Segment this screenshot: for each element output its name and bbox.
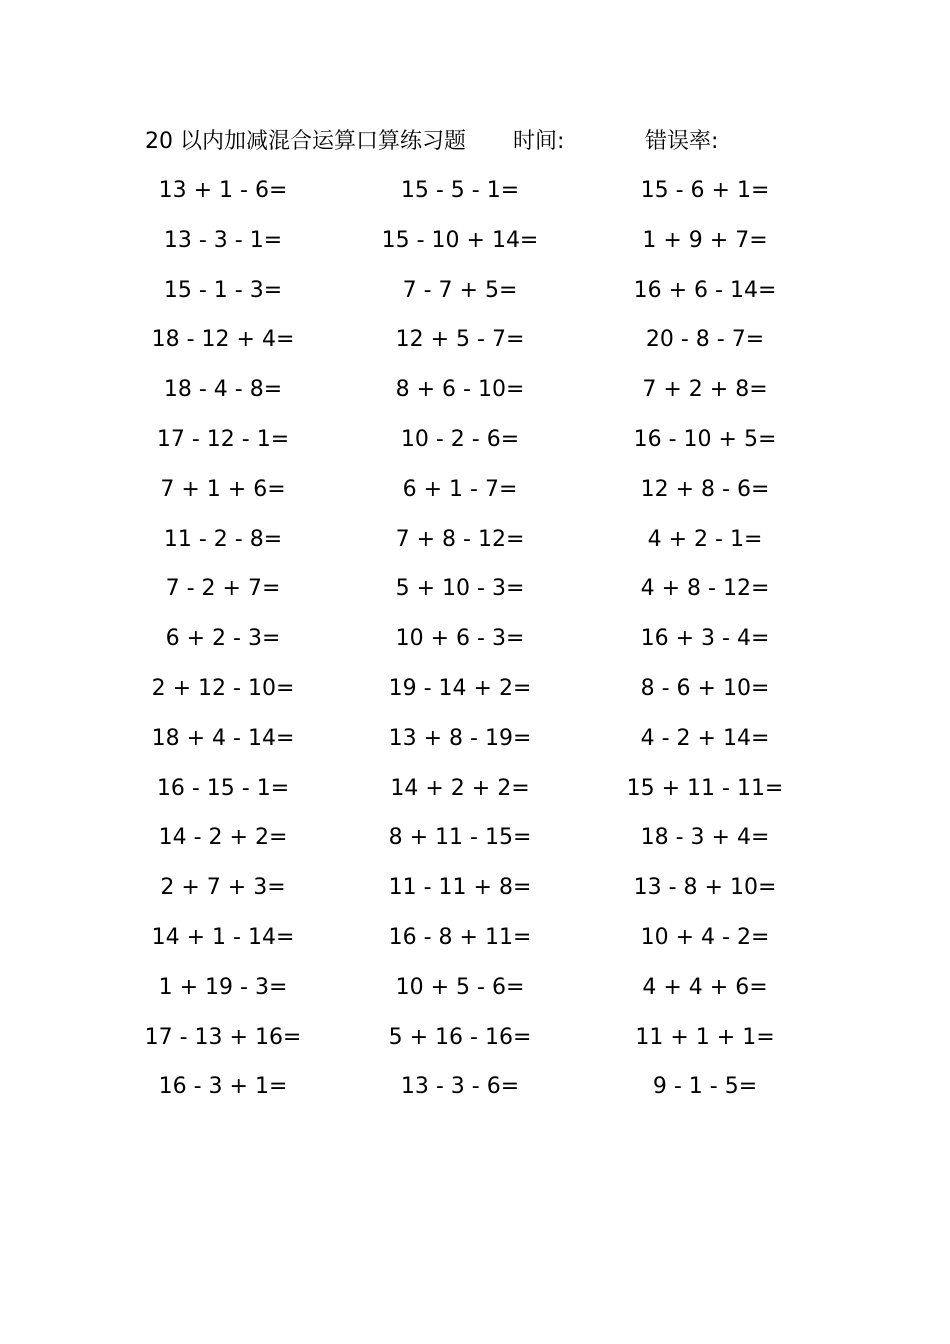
math-problem: 8 + 6 - 10= [395, 377, 525, 403]
problem-row [0, 369, 950, 419]
problem-row [0, 220, 950, 270]
problem-row [0, 1017, 950, 1067]
math-problem: 4 + 2 - 1= [647, 526, 763, 552]
math-problem: 10 + 5 - 6= [395, 974, 525, 1000]
problem-row [0, 917, 950, 967]
worksheet-header [0, 124, 950, 160]
math-problem: 16 + 6 - 14= [633, 277, 777, 303]
math-problem: 2 + 12 - 10= [151, 675, 295, 701]
math-problem: 11 - 11 + 8= [388, 875, 532, 901]
problem-row [0, 768, 950, 818]
math-problem: 18 - 4 - 8= [163, 377, 283, 403]
math-problem: 16 - 8 + 11= [388, 924, 532, 950]
problem-row [0, 718, 950, 768]
problem-row [0, 817, 950, 867]
math-problem: 14 - 2 + 2= [158, 825, 288, 851]
math-problem: 4 + 8 - 12= [640, 576, 770, 602]
math-problem: 15 + 11 - 11= [626, 775, 784, 801]
math-problem: 16 + 3 - 4= [640, 626, 770, 652]
math-problem: 17 - 12 - 1= [156, 426, 290, 452]
math-problem: 4 + 4 + 6= [642, 974, 768, 1000]
time-label: 时间: [513, 129, 565, 154]
math-problem: 13 - 8 + 10= [633, 875, 777, 901]
math-problem: 2 + 7 + 3= [160, 875, 286, 901]
math-problem: 8 + 11 - 15= [388, 825, 532, 851]
problem-row [0, 519, 950, 569]
problem-row [0, 270, 950, 320]
math-problem: 13 + 8 - 19= [388, 725, 532, 751]
math-problem: 18 - 12 + 4= [151, 327, 295, 353]
math-problem: 17 - 13 + 16= [144, 1024, 302, 1050]
problem-row [0, 668, 950, 718]
problem-row [0, 419, 950, 469]
math-problem: 10 + 6 - 3= [395, 626, 525, 652]
math-problem: 4 - 2 + 14= [640, 725, 770, 751]
problem-row [0, 618, 950, 668]
math-problem: 20 - 8 - 7= [645, 327, 765, 353]
math-problem: 13 - 3 - 1= [163, 227, 283, 253]
math-problem: 6 + 2 - 3= [165, 626, 281, 652]
math-problem: 15 - 10 + 14= [381, 227, 539, 253]
math-problem: 13 + 1 - 6= [158, 178, 288, 203]
math-problem: 11 - 2 - 8= [163, 526, 283, 552]
math-problem: 6 + 1 - 7= [402, 476, 518, 502]
math-problem: 9 - 1 - 5= [652, 1074, 758, 1100]
problem-row [0, 967, 950, 1017]
math-problem: 10 - 2 - 6= [400, 426, 520, 452]
problem-row [0, 319, 950, 369]
worksheet-title: 20 以内加减混合运算口算练习题 [145, 129, 466, 154]
math-problem: 11 + 1 + 1= [635, 1024, 775, 1050]
math-problem: 18 + 4 - 14= [151, 725, 295, 751]
math-problem: 16 - 3 + 1= [158, 1074, 288, 1100]
math-problem: 14 + 1 - 14= [151, 924, 295, 950]
math-problem: 13 - 3 - 6= [400, 1074, 520, 1100]
math-problem: 14 + 2 + 2= [390, 775, 530, 801]
math-problem: 15 - 5 - 1= [400, 178, 520, 203]
math-problem: 19 - 14 + 2= [388, 675, 532, 701]
math-problem: 7 - 7 + 5= [402, 277, 518, 303]
math-problem: 15 - 1 - 3= [163, 277, 283, 303]
error-rate-label: 错误率: [645, 129, 719, 154]
problem-row [0, 568, 950, 618]
problem-row [0, 867, 950, 917]
problem-row [0, 1066, 950, 1116]
math-problem: 7 + 2 + 8= [642, 377, 768, 403]
math-problem: 7 - 2 + 7= [165, 576, 281, 602]
problem-row [0, 469, 950, 519]
math-problem: 12 + 8 - 6= [640, 476, 770, 502]
math-problem: 1 + 9 + 7= [642, 227, 768, 253]
math-problem: 10 + 4 - 2= [640, 924, 770, 950]
math-problem: 16 - 10 + 5= [633, 426, 777, 452]
math-problem: 18 - 3 + 4= [640, 825, 770, 851]
math-problem: 7 + 1 + 6= [160, 476, 286, 502]
math-problem: 7 + 8 - 12= [395, 526, 525, 552]
math-problem: 1 + 19 - 3= [158, 974, 288, 1000]
math-problem: 5 + 10 - 3= [395, 576, 525, 602]
problem-row [0, 170, 950, 220]
math-problem: 12 + 5 - 7= [395, 327, 525, 353]
math-problem: 8 - 6 + 10= [640, 675, 770, 701]
problem-grid [0, 170, 950, 1116]
math-problem: 5 + 16 - 16= [388, 1024, 532, 1050]
math-problem: 15 - 6 + 1= [640, 178, 770, 203]
math-problem: 16 - 15 - 1= [156, 775, 290, 801]
